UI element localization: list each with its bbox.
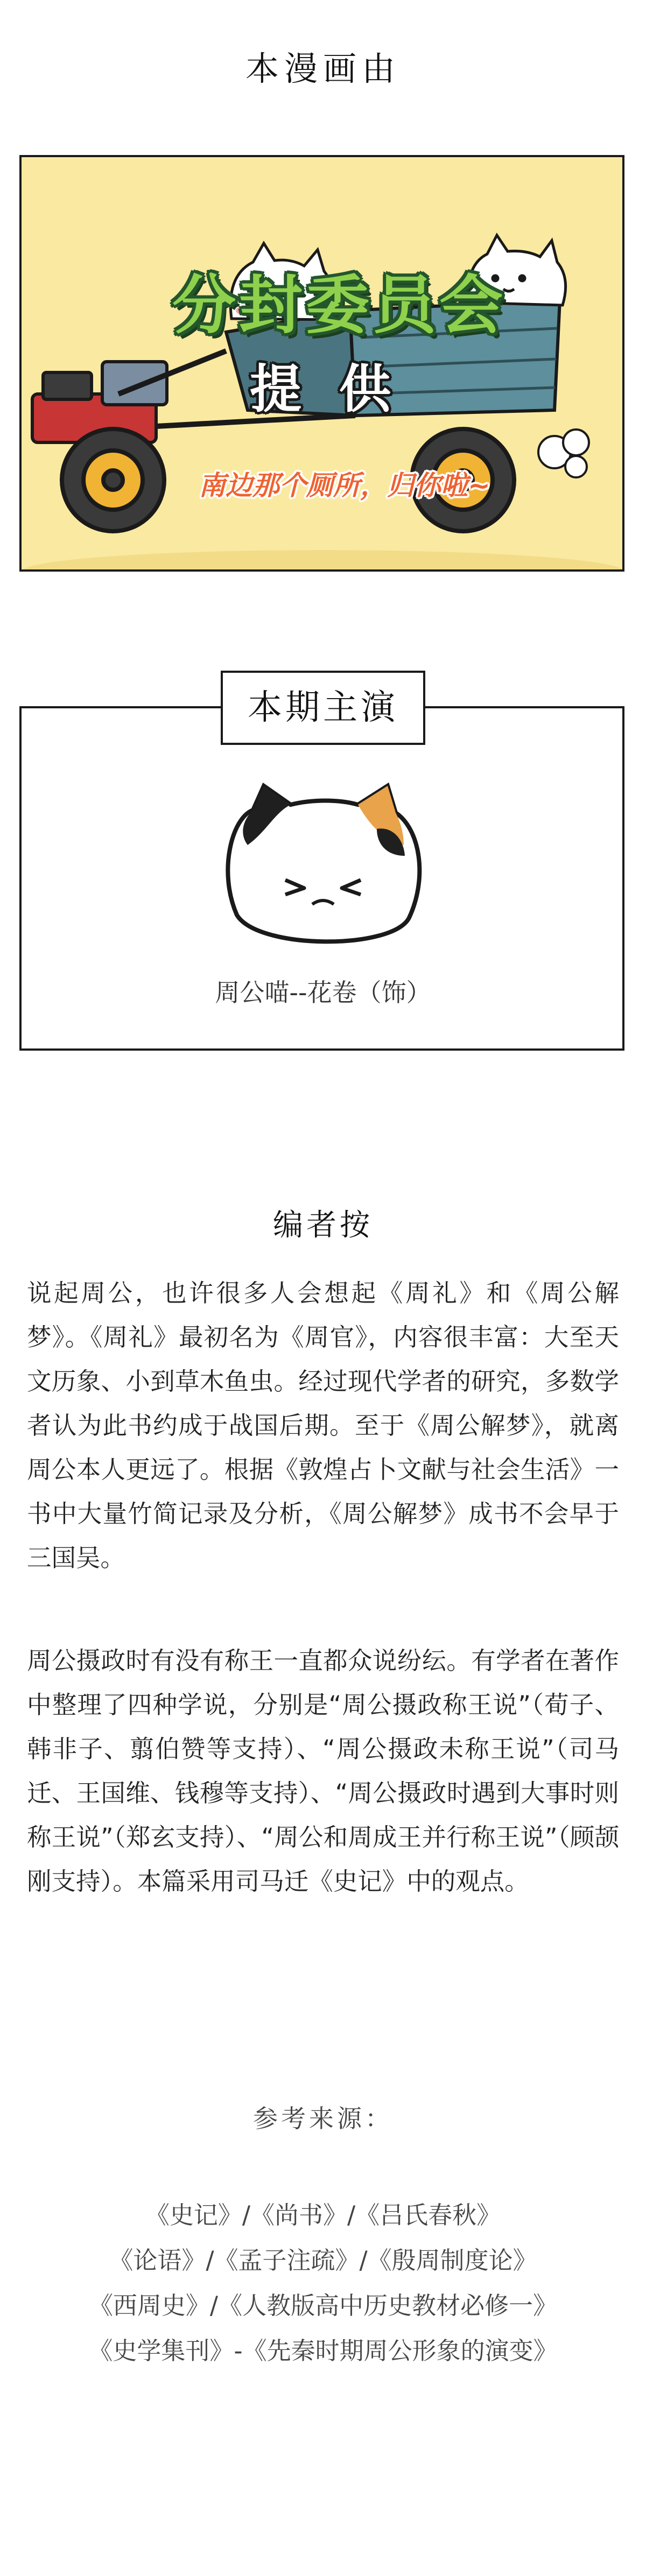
editor-note-title: 编者按 <box>273 1208 373 1243</box>
banner-provide: 提供 <box>250 359 429 419</box>
editor-note-paragraph: 周公摄政时有没有称王一直都众说纷纭。有学者在著作中整理了四种学说，分别是“周公摄政称王说”（荀子、韩非子、翦伯赞等支持）、“周公摄政未称王说”（司马迁、王国维、钱穆等支持）、“周公摄政时遇到大事时则称王说”（郑玄支持）、“周公和周成王并行称王说”（顾颉刚支持）。本篇采用司马迁《史记》中的观点。 <box>27 1646 619 1896</box>
references-title: 参考来源： <box>253 2104 393 2133</box>
calico-cat-avatar <box>215 780 431 958</box>
references-list <box>0 2193 646 2374</box>
page-title: 本漫画由 <box>245 49 401 88</box>
reference-line: 《史记》/《尚书》/《吕氏春秋》 <box>145 2201 501 2229</box>
exhaust-puff-icon <box>538 430 589 477</box>
reference-line: 《西周史》/《人教版高中历史教材必修一》 <box>88 2291 558 2320</box>
cast-name: 周公喵--花卷（饰） <box>215 978 431 1007</box>
banner-slogan: 南边那个厕所，归你啦~ <box>199 470 490 501</box>
reference-line: 《论语》/《孟子注疏》/《殷周制度论》 <box>109 2246 537 2275</box>
sponsor-banner <box>19 155 624 572</box>
tractor-wheel <box>62 429 164 531</box>
cast-label: 本期主演 <box>221 671 425 745</box>
banner-title: 分封委员会 <box>172 268 506 342</box>
editor-note-paragraph: 说起周公，也许很多人会想起《周礼》和《周公解梦》。《周礼》最初名为《周官》，内容很丰富：大至天文历象、小到草木鱼虫。经过现代学者的研究，多数学者认为此书约成于战国后期。至于《周公解梦》，就离周公本人更远了。根据《敦煌占卜文献与社会生活》一书中大量竹简记录及分析，《周公解梦》成书不会早于三国吴。 <box>27 1279 619 1572</box>
reference-line: 《史学集刊》-《先秦时期周公形象的演变》 <box>88 2336 558 2365</box>
